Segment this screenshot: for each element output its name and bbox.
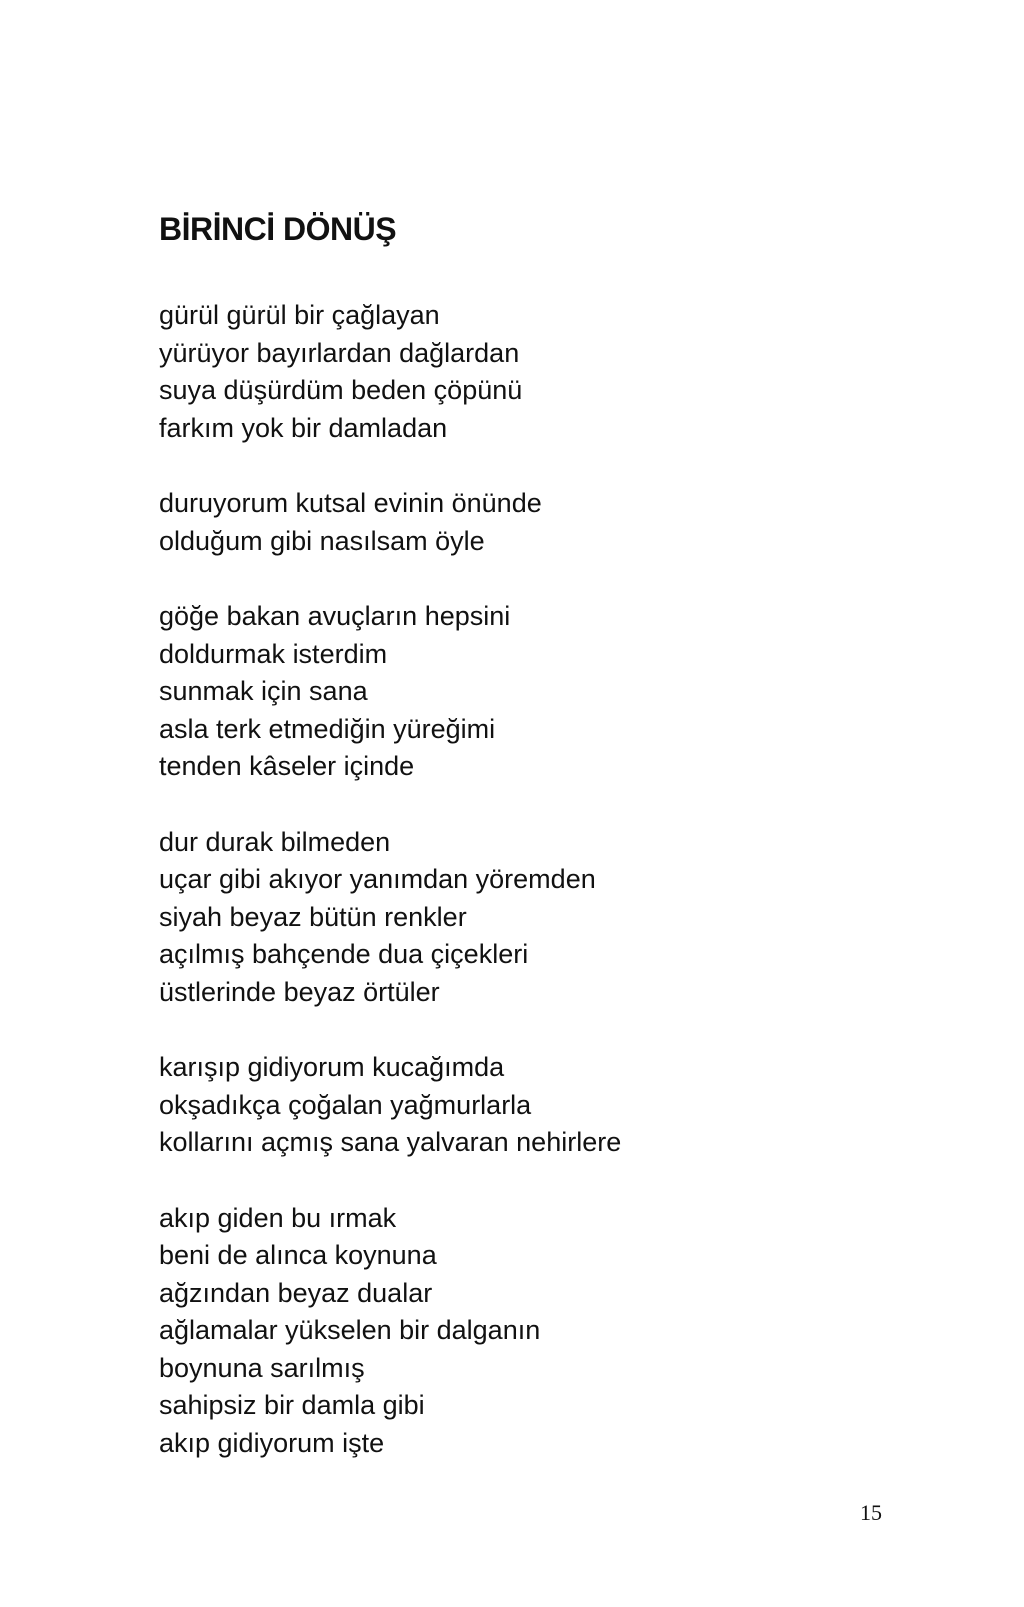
poem-line: kollarını açmış sana yalvaran nehirlere (159, 1127, 622, 1157)
poem-line: tenden kâseler içinde (159, 751, 415, 781)
poem-line: ağzından beyaz dualar (159, 1277, 433, 1308)
poem-line: sahipsiz bir damla gibi (159, 1390, 425, 1420)
poem-line: beni de alınca koynuna (159, 1240, 437, 1270)
poem-line: suya düşürdüm beden çöpünü (159, 375, 523, 405)
stanza-4 (159, 824, 959, 1012)
stanza-1 (159, 297, 959, 447)
poem-line: sunmak için sana (159, 676, 368, 706)
poem-line: olduğum gibi nasılsam öyle (159, 525, 485, 556)
poem-line: ağlamalar yükselen bir dalganın (159, 1315, 541, 1345)
poem-title: BİRİNCİ DÖNÜŞ (159, 211, 397, 247)
poem-line: gürül gürül bir çağlayan (159, 300, 440, 330)
page-number: 15 (860, 1500, 882, 1525)
stanza-3 (159, 598, 959, 786)
poem-line: duruyorum kutsal evinin önünde (159, 488, 542, 518)
poem-line: doldurmak isterdim (159, 638, 388, 669)
poem-line: boynuna sarılmış (159, 1352, 365, 1383)
stanza-6 (159, 1200, 959, 1463)
poem-line: açılmış bahçende dua çiçekleri (159, 939, 529, 969)
poem-body (159, 297, 959, 1500)
poem-line: yürüyor bayırlardan dağlardan (159, 337, 520, 368)
poem-line: siyah beyaz bütün renkler (159, 901, 467, 932)
poem-line: farkım yok bir damladan (159, 412, 448, 443)
stanza-5 (159, 1049, 959, 1162)
stanza-2 (159, 485, 959, 560)
poem-line: üstlerinde beyaz örtüler (159, 976, 440, 1007)
poem-line: okşadıkça çoğalan yağmurlarla (159, 1089, 532, 1120)
poem-line: akıp gidiyorum işte (159, 1427, 385, 1458)
poem-line: asla terk etmediğin yüreğimi (159, 713, 496, 744)
poem-line: göğe bakan avuçların hepsini (159, 601, 511, 631)
poem-line: uçar gibi akıyor yanımdan yöremden (159, 864, 596, 894)
poem-line: karışıp gidiyorum kucağımda (159, 1052, 505, 1082)
poem-line: dur durak bilmeden (159, 826, 391, 857)
poem-line: akıp giden bu ırmak (159, 1202, 397, 1233)
